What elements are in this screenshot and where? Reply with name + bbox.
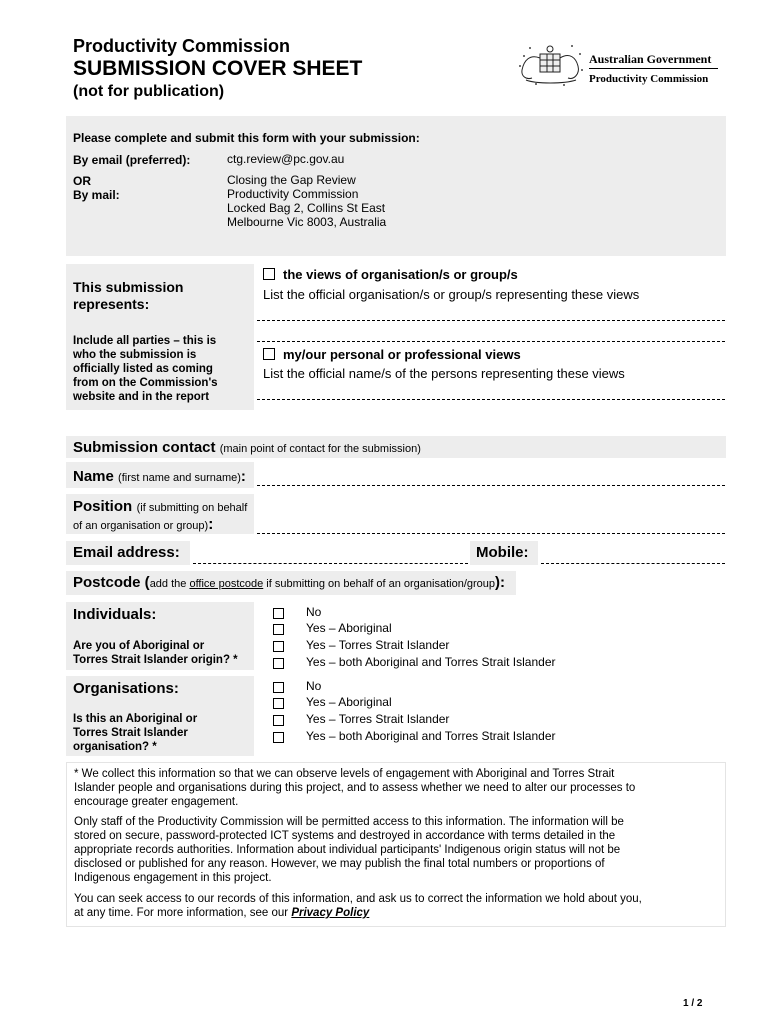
mobile-label: Mobile: xyxy=(476,544,529,561)
checkbox-personal[interactable] xyxy=(263,348,275,360)
mobile-input-line[interactable] xyxy=(541,563,725,564)
notes-paragraph-2: Only staff of the Productivity Commission will be permitted access to this information. The information will be stored on secure, password-protected ICT systems and destroyed in accordance with terms detailed in the appropriate records authorities. Information about individual participants' Indigenous origin status will not be disclosed or published for any reason. However, we may publish the final total numbers or proportions of Indigenous engagement in this project. xyxy=(74,816,624,884)
org-name: Productivity Commission xyxy=(73,36,291,56)
checkbox[interactable] xyxy=(273,641,284,652)
org-entry-line[interactable] xyxy=(257,320,725,321)
notes-paragraph-3: You can seek access to our records of this information, and ask us to correct the information we hold about you, at any time. For more information, see our Privacy Policy xyxy=(74,893,642,919)
email-field-label: Email address: xyxy=(73,544,180,561)
page-subtitle: (not for publication) xyxy=(73,83,225,100)
represents-note: Include all parties – this is who the submission is officially listed as coming from on the Commission's website and in the report xyxy=(73,335,218,403)
checkbox[interactable] xyxy=(273,698,284,709)
name-input-line[interactable] xyxy=(257,485,725,486)
checkbox[interactable] xyxy=(273,624,284,635)
instructions-panel xyxy=(66,116,726,256)
organisations-option[interactable]: Yes – Aboriginal xyxy=(273,695,733,712)
organisations-option[interactable]: Yes – both Aboriginal and Torres Strait Islander xyxy=(273,729,733,746)
option-org-hint: List the official organisation/s or group/s representing these views xyxy=(263,287,640,302)
mail-label: By mail: xyxy=(73,188,120,202)
notes-panel xyxy=(66,762,726,927)
individuals-option[interactable]: No xyxy=(273,605,733,621)
organisations-panel xyxy=(66,676,254,756)
organisations-options xyxy=(273,679,733,746)
organisations-option[interactable]: No xyxy=(273,679,733,695)
email-address[interactable]: ctg.review@pc.gov.au xyxy=(227,152,345,166)
option-personal-hint: List the official name/s of the persons representing these views xyxy=(263,366,625,381)
position-note: of an organisation or group): xyxy=(73,516,214,533)
checkbox[interactable] xyxy=(273,732,284,743)
mobile-label-panel xyxy=(470,541,538,565)
individuals-panel xyxy=(66,602,254,670)
individuals-option[interactable]: Yes – both Aboriginal and Torres Strait Islander xyxy=(273,655,733,672)
checkbox[interactable] xyxy=(273,658,284,669)
organisations-question: Is this an Aboriginal or Torres Strait Islander organisation? * xyxy=(73,713,198,753)
email-input-line[interactable] xyxy=(193,563,468,564)
privacy-policy-link[interactable]: Privacy Policy xyxy=(291,907,370,919)
option-org[interactable]: the views of organisation/s or group/s xyxy=(263,267,518,282)
checkbox[interactable] xyxy=(273,682,284,693)
notes-paragraph-1: * We collect this information so that we can observe levels of engagement with Aboriginal and Torres Strait Islander people and organisations during this project, and to assess whether we need to alter our processes to encourage greater engagement. xyxy=(74,768,636,808)
postcode-label-panel xyxy=(66,571,516,595)
page-number: 1 / 2 xyxy=(683,998,703,1009)
page-title: SUBMISSION COVER SHEET xyxy=(73,57,363,80)
coat-of-arms-icon xyxy=(516,40,586,88)
option-personal[interactable]: my/our personal or professional views xyxy=(263,347,521,362)
org-entry-line-2[interactable] xyxy=(257,341,725,342)
represents-heading-1: This submission xyxy=(73,279,184,295)
position-label: Position (if submitting on behalf xyxy=(73,498,248,515)
individuals-options xyxy=(273,605,733,672)
represents-label-panel xyxy=(66,264,254,410)
email-label-panel xyxy=(66,541,190,565)
individuals-option[interactable]: Yes – Torres Strait Islander xyxy=(273,638,733,655)
email-label: By email (preferred): xyxy=(73,153,191,167)
logo-pc-text: Productivity Commission xyxy=(589,73,709,85)
organisations-heading: Organisations: xyxy=(73,680,179,697)
mail-address: Closing the Gap Review Productivity Commission Locked Bag 2, Collins St East Melbourne Vic 8003, Australia xyxy=(227,173,387,229)
personal-entry-line[interactable] xyxy=(257,399,725,400)
individuals-option[interactable]: Yes – Aboriginal xyxy=(273,621,733,638)
name-label-panel xyxy=(66,462,254,488)
logo-divider xyxy=(589,68,718,69)
postcode-label: Postcode (add the office postcode if submitting on behalf of an organisation/group): xyxy=(73,574,506,591)
represents-heading-2: represents: xyxy=(73,296,150,312)
position-label-panel xyxy=(66,494,254,534)
organisations-option[interactable]: Yes – Torres Strait Islander xyxy=(273,712,733,729)
position-input-line[interactable] xyxy=(257,533,725,534)
instructions-heading: Please complete and submit this form with your submission: xyxy=(73,131,420,145)
checkbox-org[interactable] xyxy=(263,268,275,280)
individuals-question: Are you of Aboriginal or Torres Strait Islander origin? * xyxy=(73,640,238,666)
checkbox[interactable] xyxy=(273,715,284,726)
logo-gov-text: Australian Government xyxy=(589,52,712,66)
or-label: OR xyxy=(73,174,91,188)
contact-heading: Submission contact (main point of contact for the submission) xyxy=(73,439,421,456)
contact-heading-bar xyxy=(66,436,726,458)
name-label: Name (first name and surname): xyxy=(73,468,246,485)
individuals-heading: Individuals: xyxy=(73,606,157,623)
checkbox[interactable] xyxy=(273,608,284,619)
